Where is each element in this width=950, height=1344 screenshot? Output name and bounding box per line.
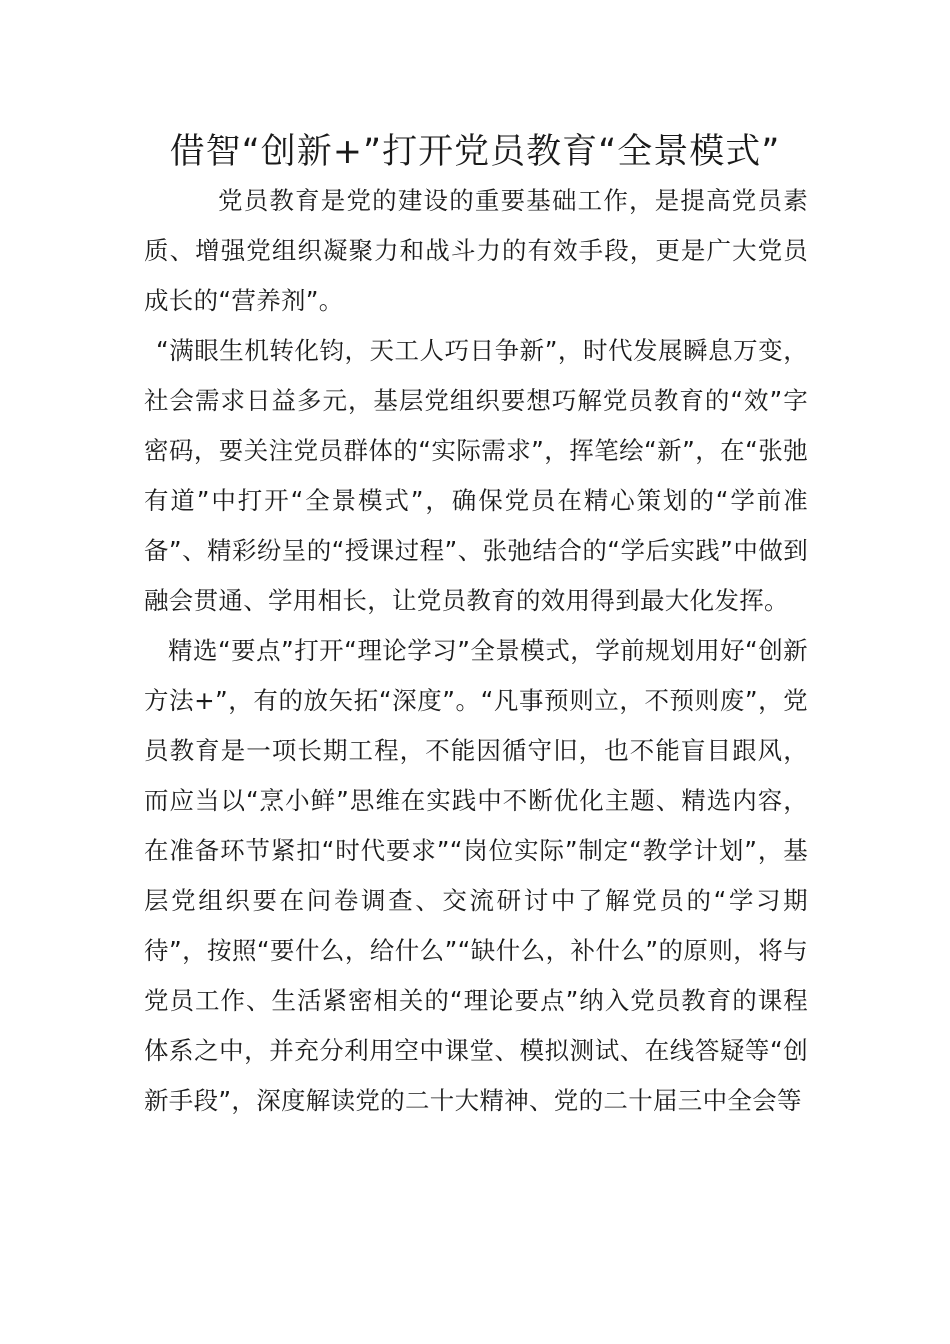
paragraph-intro: 党员教育是党的建设的重要基础工作，是提高党员素质、增强党组织凝聚力和战斗力的有效手段，更是广大党员成长的“营养剂”。 <box>144 186 808 315</box>
paragraph-quote: “满眼生机转化钧，天工人巧日争新”，时代发展瞬息万变，社会需求日益多元，基层党组织要想巧解党员教育的“效”字密码，要关注党员群体的“实际需求”，挥笔绘“新”，在“张弛有道”中打开“全景模式”，确保党员在精心策划的“学前准备”、精彩纷呈的“授课过程”、张弛结合的“学后实践”中做到融会贯通、学用相长，让党员教育的效用得到最大化发挥。 <box>144 336 808 615</box>
document-title: 借智“创新+”打开党员教育“全景模式” <box>169 132 781 172</box>
document-body <box>144 176 808 1126</box>
paragraph-theory-study: 精选“要点”打开“理论学习”全景模式，学前规划用好“创新方法+”，有的放矢拓“深度”。“凡事预则立，不预则废”，党员教育是一项长期工程，不能因循守旧，也不能盲目跟风，而应当以“烹小鲜”思维在实践中不断优化主题、精选内容，在准备环节紧扣“时代要求”“岗位实际”制定“教学计划”，基层党组织要在问卷调查、交流研讨中了解党员的“学习期待”，按照“要什么，给什么”“缺什么，补什么”的原则，将与党员工作、生活紧密相关的“理论要点”纳入党员教育的课程体系之中，并充分利用空中课堂、模拟测试、在线答疑等“创新手段”，深度解读党的二十大精神、党的二十届三中全会等 <box>144 636 808 1115</box>
